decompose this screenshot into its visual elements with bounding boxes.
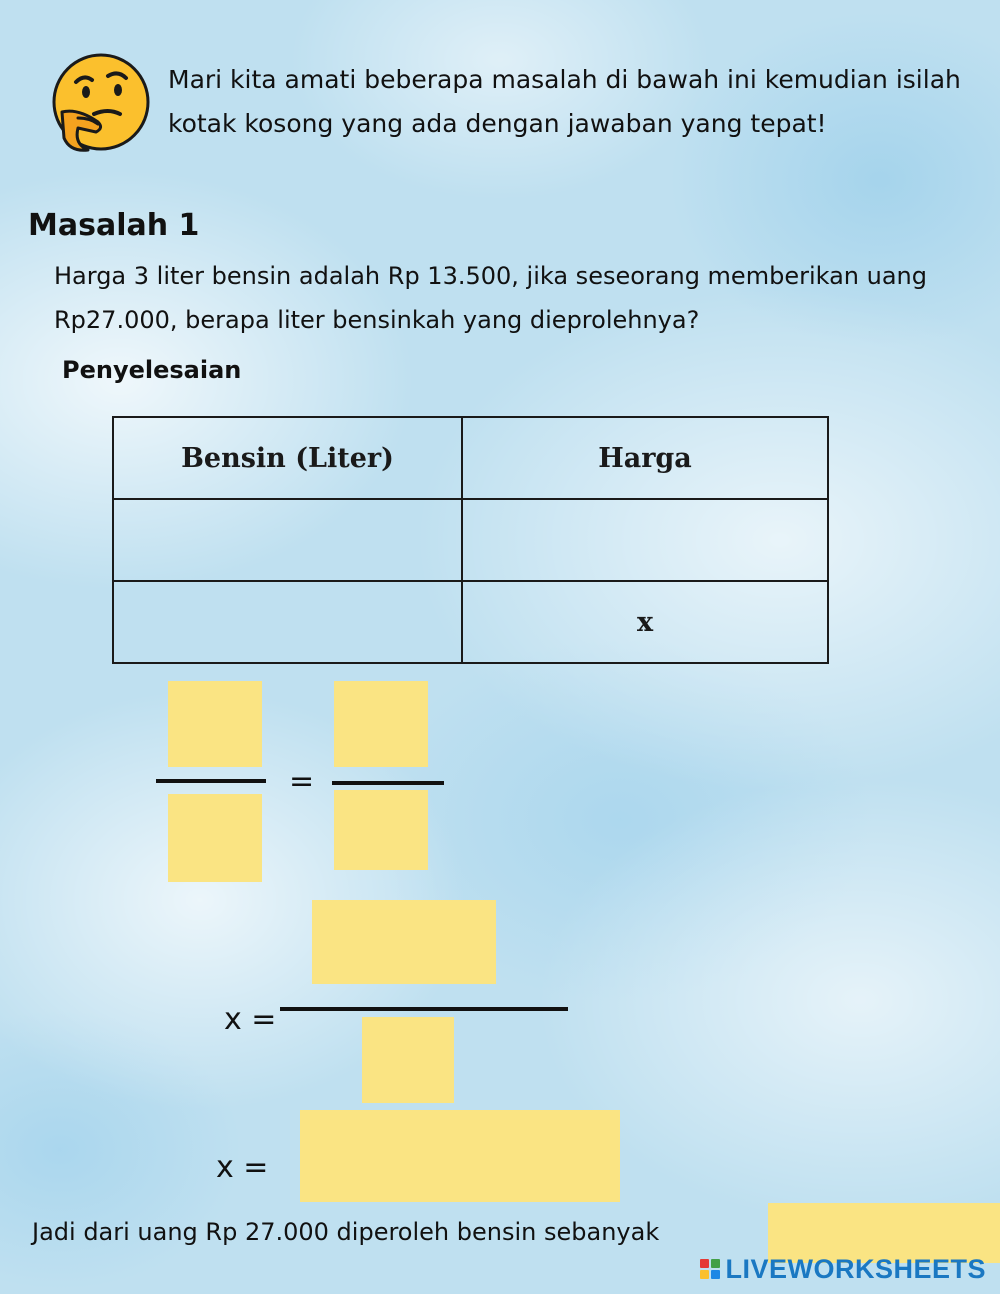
answer-box-left-denominator[interactable] — [168, 794, 262, 882]
x-equals-result-label: x = — [216, 1150, 269, 1185]
solution-label: Penyelesaian — [62, 356, 242, 384]
table-row — [113, 581, 828, 663]
answer-cell-liter-2[interactable] — [113, 581, 462, 663]
column-header-harga: Harga — [462, 417, 828, 499]
answer-box-x-numerator[interactable] — [312, 900, 496, 984]
table-header-row — [113, 417, 828, 499]
answer-cell-harga-1[interactable] — [462, 499, 828, 581]
x-equals-label: x = — [224, 1002, 277, 1037]
problem-heading: Masalah 1 — [28, 208, 200, 243]
thinking-face-icon — [48, 52, 154, 156]
logo-text: LIVEWORKSHEETS — [725, 1253, 986, 1284]
column-header-bensin: Bensin (Liter) — [113, 417, 462, 499]
unknown-cell-x: x — [462, 581, 828, 663]
conclusion-text: Jadi dari uang Rp 27.000 diperoleh bensin sebanyak — [32, 1218, 660, 1246]
ratio-table — [112, 416, 829, 664]
instruction-text: Mari kita amati beberapa masalah di bawah ini kemudian isilah kotak kosong yang ada dengan jawaban yang tepat! — [168, 65, 961, 138]
answer-box-x-result[interactable] — [300, 1110, 620, 1202]
fraction-bar-right — [332, 781, 444, 785]
logo-mark-icon — [700, 1259, 720, 1279]
answer-box-right-numerator[interactable] — [334, 681, 428, 767]
equals-sign: = — [289, 764, 315, 799]
answer-cell-liter-1[interactable] — [113, 499, 462, 581]
fraction-bar-left — [156, 779, 266, 783]
problem-text: Harga 3 liter bensin adalah Rp 13.500, jika seseorang memberikan uang Rp27.000, berapa liter bensinkah yang dieprolehnya? — [54, 262, 927, 334]
answer-box-x-denominator[interactable] — [362, 1017, 454, 1103]
answer-box-left-numerator[interactable] — [168, 681, 262, 767]
answer-box-right-denominator[interactable] — [334, 790, 428, 870]
fraction-bar-x — [280, 1007, 568, 1011]
liveworksheets-logo — [700, 1252, 986, 1286]
table-row — [113, 499, 828, 581]
